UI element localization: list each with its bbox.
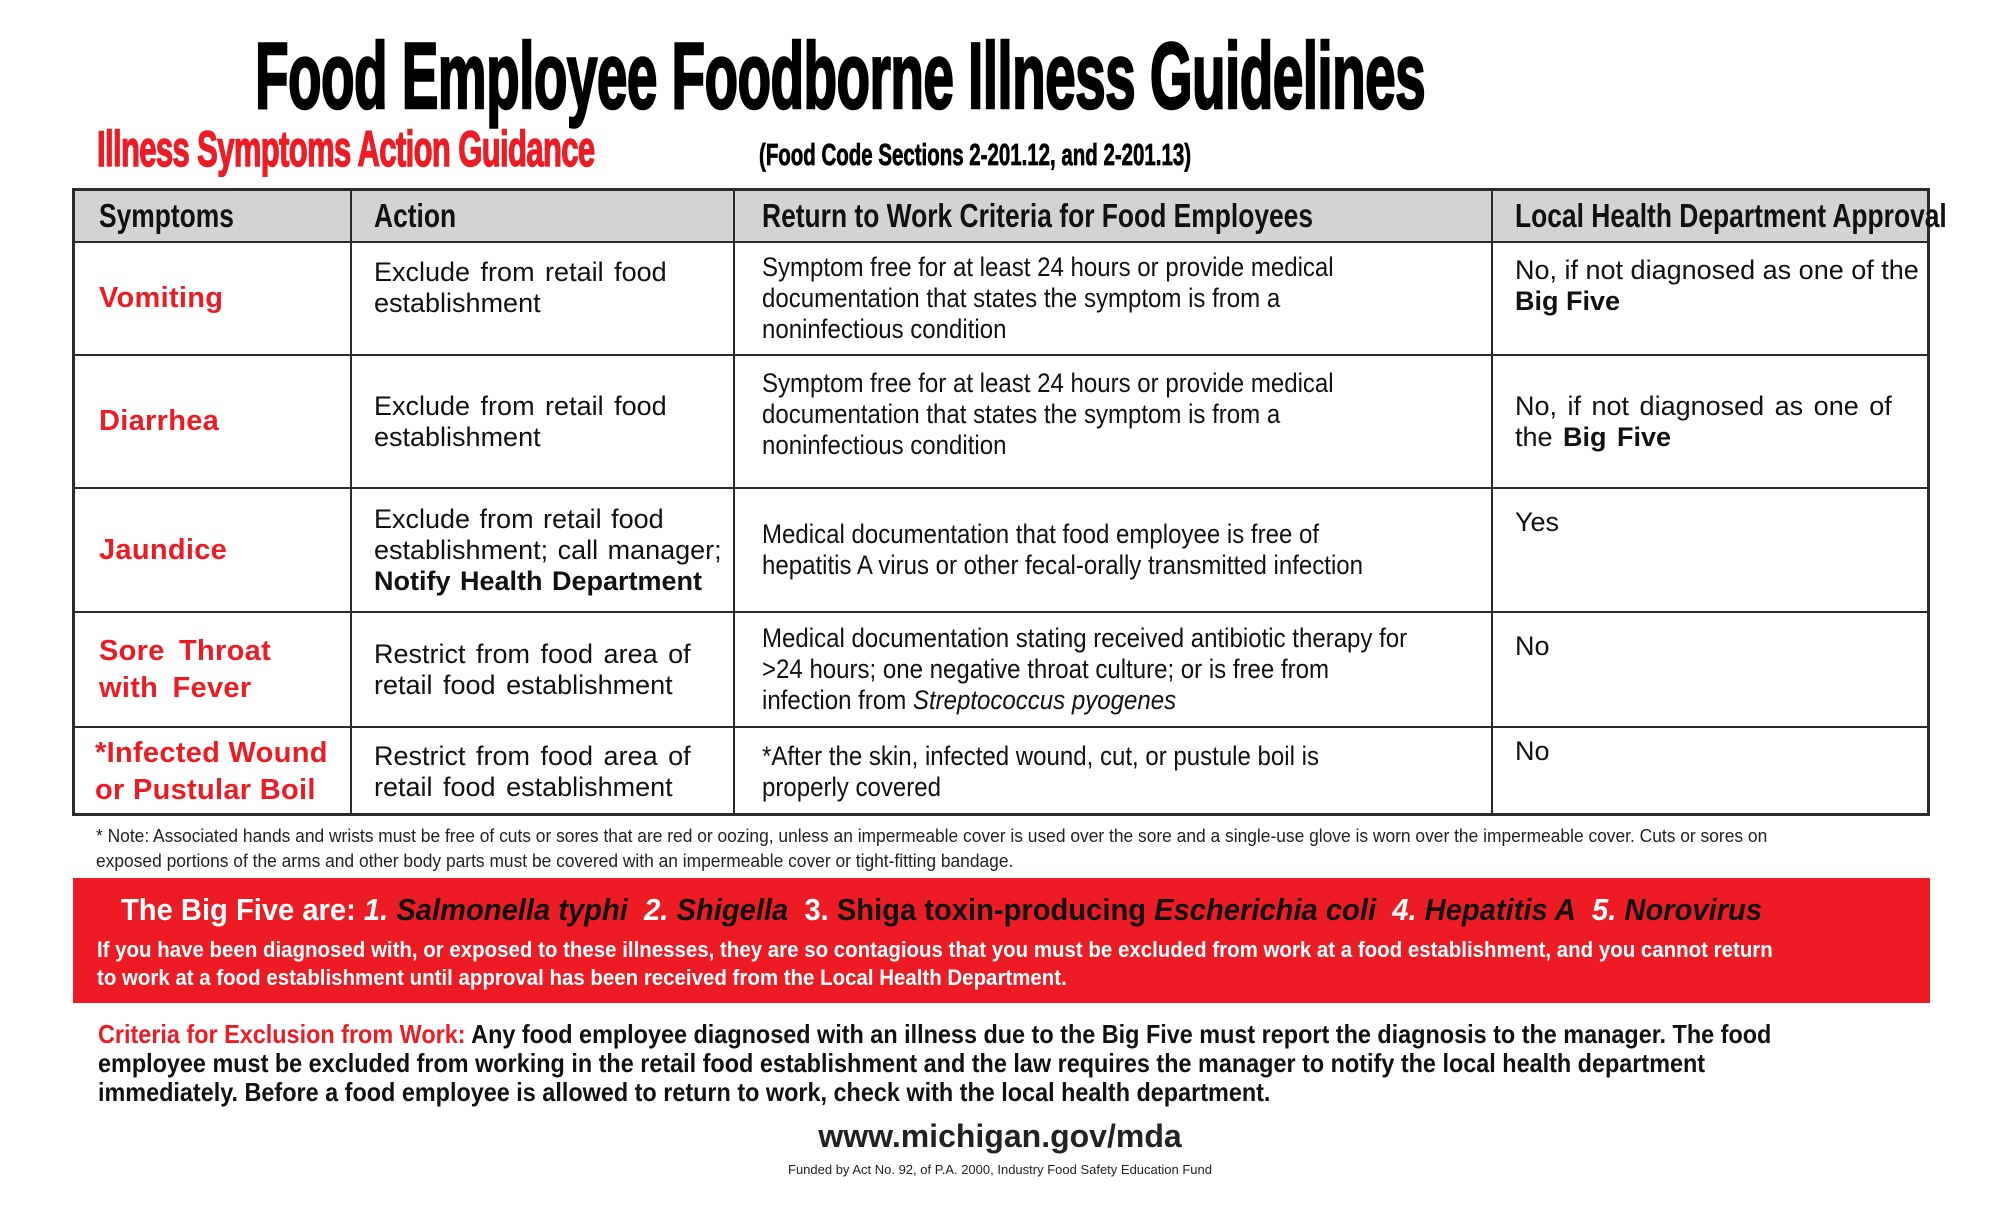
table-row	[75, 613, 1927, 728]
organism-name: Escherichia coli	[1154, 892, 1377, 927]
header-label: Local Health Department Approval	[1515, 197, 1947, 234]
big-five-emphasis: Big Five	[1563, 421, 1672, 452]
symptom-cell	[75, 243, 352, 354]
criteria-text	[762, 623, 1411, 716]
action-cell	[352, 728, 735, 816]
action-cell	[352, 613, 735, 726]
action-plain: Exclude from retail food establishment; call manager;	[374, 503, 722, 565]
exclusion-criteria	[98, 1020, 1772, 1107]
organism-name: Shigella	[676, 892, 789, 927]
organism-name: Norovirus	[1624, 892, 1763, 927]
symptom-label: Vomiting	[99, 282, 224, 314]
symptom-line: or Pustular Boil	[95, 774, 316, 806]
page-title	[255, 23, 2000, 128]
approval-prefix: No, if not diagnosed as one of the	[1515, 390, 1892, 452]
organism-name: Salmonella typhi	[396, 892, 628, 927]
approval-cell	[1493, 243, 1927, 354]
funding-notice: Funded by Act No. 92, of P.A. 2000, Industry Food Safety Education Fund	[788, 1162, 1212, 1177]
symptom-label: Jaundice	[99, 533, 228, 566]
approval-cell	[1493, 728, 1927, 816]
symptom-line: with Fever	[99, 671, 252, 704]
approval-text: Yes	[1515, 507, 1560, 537]
criteria-cell	[735, 613, 1493, 726]
notify-health-dept-emphasis: Notify Health Department	[374, 565, 703, 596]
symptom-cell	[75, 728, 352, 816]
organism-descriptor: Shiga toxin-producing	[836, 892, 1155, 927]
criteria-label: Criteria for Exclusion from Work:	[98, 1019, 466, 1049]
action-text: Exclude from retail food establishment	[374, 390, 667, 452]
criteria-text: Symptom free for at least 24 hours or provide medical documentation that states the symptom is from a noninfectious condition	[762, 252, 1334, 344]
table-row	[75, 489, 1927, 613]
big-five-emphasis: Big Five	[1515, 286, 1621, 316]
symptom-cell	[75, 489, 352, 611]
table-row	[75, 243, 1927, 356]
action-cell	[352, 356, 735, 487]
website-link[interactable]: www.michigan.gov/mda	[818, 1118, 1182, 1154]
title-text: Food Employee Foodborne Illness Guidelines	[255, 23, 1426, 128]
footnote: * Note: Associated hands and wrists must be free of cuts or sores that are red or oozing, unless an impermeable cover is used over the sore and a single-use glove is worn over the impermeable cover. Cuts or sores on exposed portions of the arms and other body parts must be covered with an impermeable cover or tight-fitting bandage.	[96, 825, 1768, 871]
symptom-cell	[75, 356, 352, 487]
column-header-approval	[1493, 191, 1947, 241]
item-number: 3.	[804, 892, 829, 927]
big-five-banner	[73, 878, 1930, 1003]
action-cell	[352, 489, 735, 611]
column-header-symptoms	[75, 191, 352, 241]
header-label: Symptoms	[99, 197, 234, 234]
criteria-cell	[735, 489, 1493, 611]
big-five-list	[121, 892, 1762, 928]
criteria-cell	[735, 243, 1493, 354]
criteria-cell	[735, 728, 1493, 816]
criteria-plain: Medical documentation stating received antibiotic therapy for >24 hours; one negative throat culture; or is free from infection from	[762, 623, 1408, 715]
criteria-cell	[735, 356, 1493, 487]
header-label: Action	[374, 197, 457, 234]
approval-prefix: No, if not diagnosed as one of the	[1515, 255, 1919, 285]
column-header-action	[352, 191, 735, 241]
criteria-text: *After the skin, infected wound, cut, or pustule boil is properly covered	[762, 741, 1320, 802]
approval-cell	[1493, 489, 1927, 611]
approval-text: No	[1515, 736, 1550, 766]
action-text: Restrict from food area of retail food establishment	[374, 741, 691, 802]
symptom-label	[99, 633, 271, 707]
action-text	[374, 504, 733, 597]
symptom-label: Diarrhea	[99, 405, 220, 437]
action-cell	[352, 243, 735, 354]
symptom-cell	[75, 613, 352, 726]
header-label: Return to Work Criteria for Food Employees	[762, 197, 1314, 234]
column-header-criteria	[735, 191, 1493, 241]
organism-name: Streptococcus pyogenes	[912, 685, 1177, 715]
criteria-text: Any food employee diagnosed with an illness due to the Big Five must report the diagnosis to the manager. The food employee must be excluded from working in the retail food establishment and the law requires the manager to notify the local health department immediately. Before a food employee is allowed to return to work, check with the local health department.	[98, 1019, 1772, 1107]
big-five-intro: The Big Five are:	[121, 892, 364, 927]
item-number: 5.	[1591, 892, 1617, 927]
approval-text	[1515, 243, 1927, 317]
approval-cell	[1493, 356, 1927, 487]
big-five-warning: If you have been diagnosed with, or exposed to these illnesses, they are so contagious that you must be excluded from work at a food establishment, and you cannot return to work at a food establishment until approval has been received from the Local Health Department.	[97, 937, 1773, 990]
criteria-text: Symptom free for at least 24 hours or provide medical documentation that states the symptom is from a noninfectious condition	[762, 368, 1334, 460]
table-row	[75, 728, 1927, 816]
guidelines-table	[72, 188, 1947, 816]
approval-cell	[1493, 613, 1927, 726]
action-text: Exclude from retail food establishment	[374, 257, 667, 318]
food-code-reference: (Food Code Sections 2-201.12, and 2-201.13)	[759, 137, 1192, 172]
symptom-line: Sore Throat	[99, 634, 272, 667]
approval-text: No	[1515, 631, 1550, 661]
item-number: 4.	[1392, 892, 1417, 927]
action-text: Restrict from food area of retail food establishment	[374, 638, 691, 700]
subtitle-bar	[97, 121, 1192, 177]
item-number: 1.	[363, 892, 389, 927]
organism-name: Hepatitis A	[1424, 892, 1576, 927]
item-number: 2.	[644, 892, 669, 927]
subtitle-text: Illness Symptoms Action Guidance	[97, 121, 595, 177]
table-header-row	[75, 191, 1947, 243]
symptom-line: *Infected Wound	[95, 737, 328, 769]
criteria-text: Medical documentation that food employee is free of hepatitis A virus or other fecal-orally transmitted infection	[762, 519, 1364, 580]
table-row	[75, 356, 1927, 489]
symptom-label	[95, 735, 328, 809]
approval-text	[1515, 391, 1927, 453]
